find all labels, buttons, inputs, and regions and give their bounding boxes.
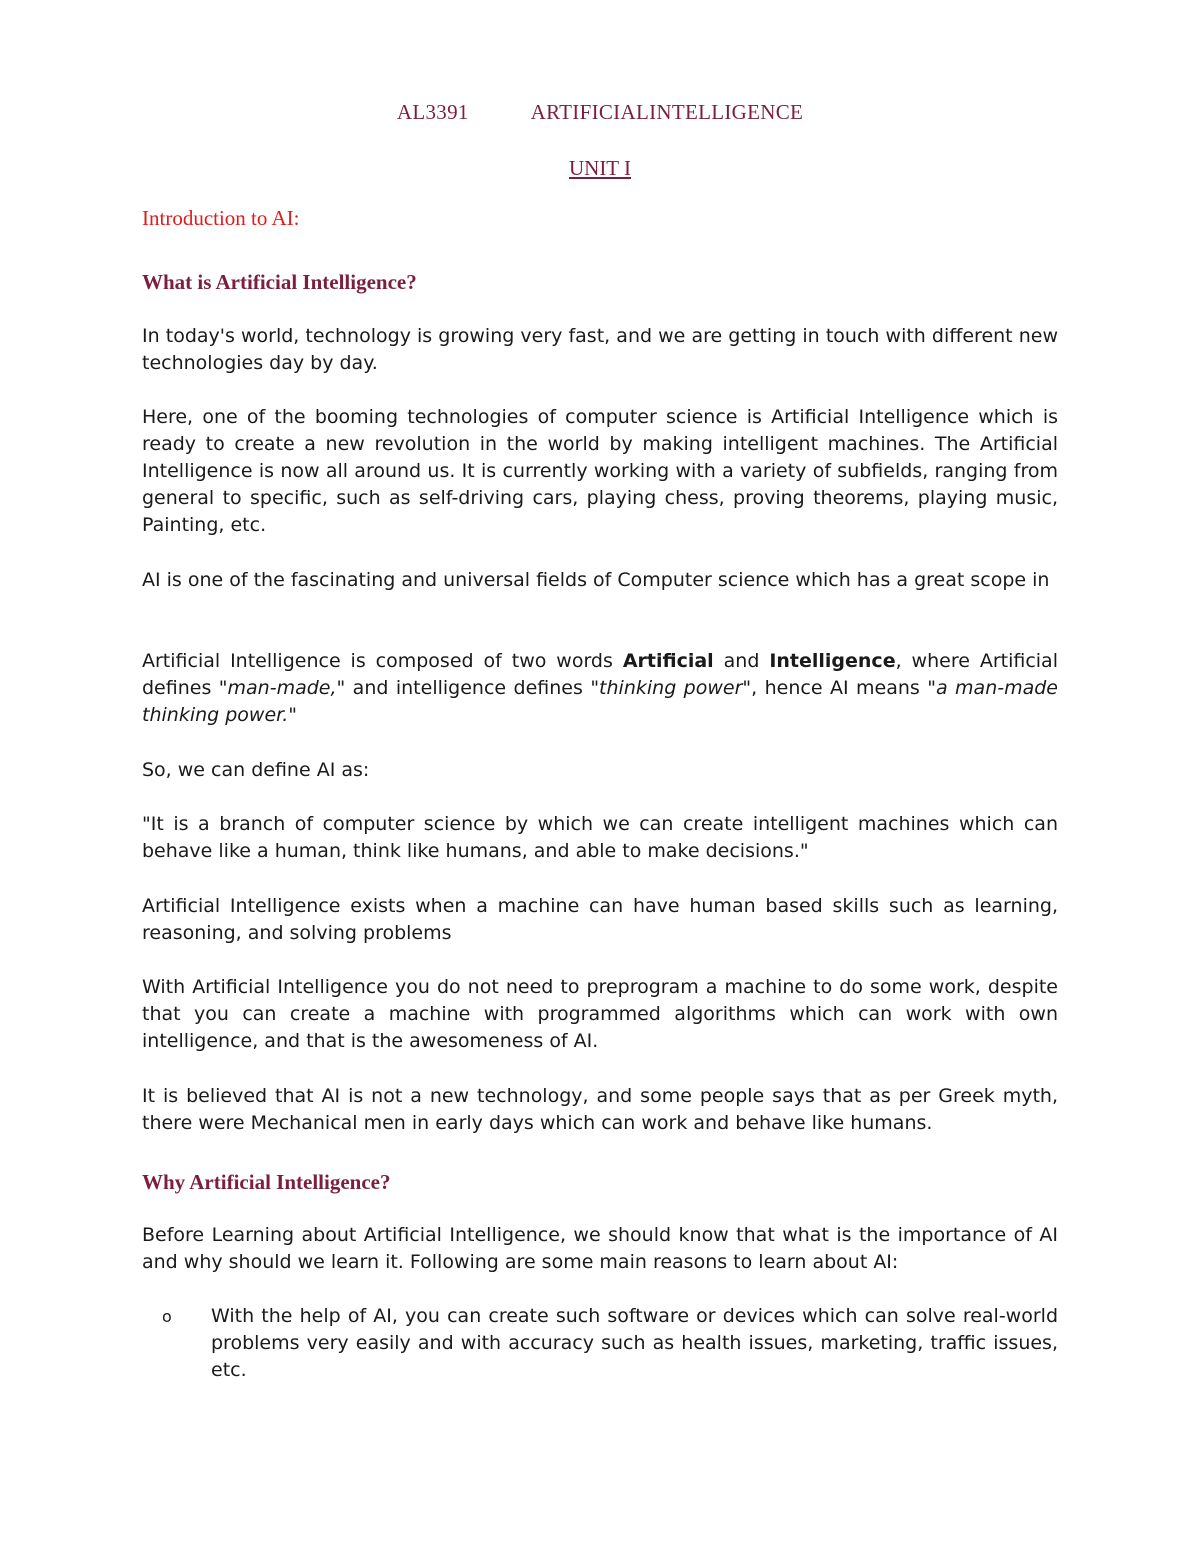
paragraph-intro: In today's world, technology is growing very fast, and we are getting in touch with different new technologies day by day. xyxy=(142,325,1058,374)
term-artificial: Artificial xyxy=(622,650,714,672)
unit-label: UNIT I xyxy=(568,156,631,180)
term-intelligence: Intelligence xyxy=(769,650,896,672)
section-heading-why-ai: Why Artificial Intelligence? xyxy=(142,1170,391,1194)
paragraph-greek-myth: It is believed that AI is not a new technology, and some people says that as per Greek myth, there were Mechanical men in early days which can work and behave like humans. xyxy=(142,1085,1058,1134)
paragraph-define-ai: So, we can define AI as: xyxy=(142,759,370,781)
paragraph-composed-of-two-words: Artificial Intelligence is composed of two words Artificial and Intelligence, where Artificial defines "man-made," and intelligence defines "thinking power", hence AI means "a man-made thinking power." xyxy=(142,650,1059,726)
section-heading-what-is-ai: What is Artificial Intelligence? xyxy=(142,270,417,294)
course-code: AL3391 xyxy=(396,100,469,124)
intro-label: Introduction to AI: xyxy=(142,206,300,230)
course-title: ARTIFICIALINTELLIGENCE xyxy=(530,100,804,124)
list-item-text: With the help of AI, you can create such software or devices which can solve real-world problems very easily and with accuracy such as health issues, marketing, traffic issues, etc. xyxy=(211,1305,1058,1381)
paragraph-definition-quote: "It is a branch of computer science by which we can create intelligent machines which can behave like a human, think like humans, and able to make decisions." xyxy=(142,813,1058,862)
paragraph-preprogram: With Artificial Intelligence you do not need to preprogram a machine to do some work, despite that you can create a machine with programmed algorithms which can work with own intelligence, and that is the awesomeness of AI. xyxy=(142,976,1058,1052)
bullet-circle-icon: o xyxy=(162,1307,172,1326)
paragraph-booming-tech: Here, one of the booming technologies of computer science is Artificial Intelligence which is ready to create a new revolution in the world by making intelligent machines. The Artificial Intelligence is now all around us. It is currently working with a variety of subfields, ranging from general to specific, such as self-driving cars, playing chess, proving theorems, playing music, Painting, etc. xyxy=(142,406,1058,536)
document-title xyxy=(142,100,1058,125)
paragraph-why-learn: Before Learning about Artificial Intelligence, we should know that what is the importance of AI and why should we learn it. Following are some main reasons to learn about AI: xyxy=(142,1224,1058,1273)
paragraph-fascinating-fields: AI is one of the fascinating and universal fields of Computer science which has a great scope in xyxy=(142,569,1050,591)
paragraph-human-skills: Artificial Intelligence exists when a machine can have human based skills such as learning, reasoning, and solving problems xyxy=(142,895,1058,944)
